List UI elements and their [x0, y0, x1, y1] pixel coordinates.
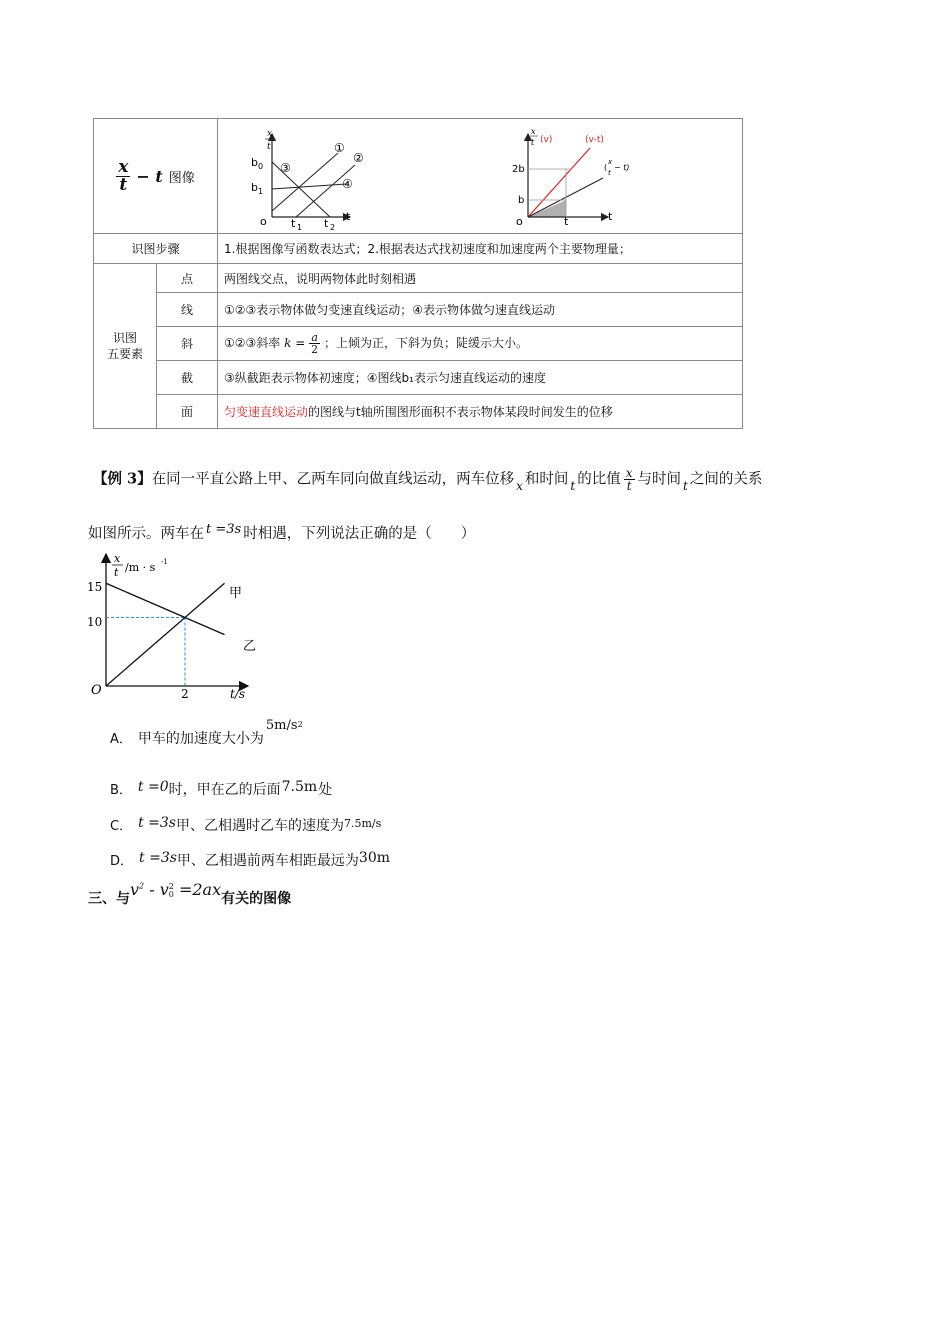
question-chart — [80, 548, 280, 708]
g1-t1: t — [291, 216, 296, 230]
g1-t1-sub: 1 — [297, 222, 303, 232]
label-rest: − t — [136, 166, 163, 186]
knowledge-table — [93, 118, 743, 429]
row-text-intercept: ③纵截距表示物体初速度；④图线b₁表示匀速直线运动的速度 — [218, 361, 743, 395]
chart-yunit: /m · s — [125, 561, 156, 574]
five-elements-label — [94, 264, 157, 429]
g1-ylabel-num: x — [267, 128, 273, 139]
chart-yunit-sup: -1 — [161, 558, 168, 566]
series-line-yi — [106, 583, 225, 634]
row-text-point: 两图线交点，说明两物体此时刻相遇 — [218, 264, 743, 293]
chart-ytick-15: 15 — [87, 580, 103, 594]
section-heading: 三、与$v^2 - v2$ 0 =2ax有关的图像 — [88, 880, 292, 907]
g2-xt-pre: ( — [604, 162, 608, 172]
option-a[interactable]: A． 甲车的加速度大小为$5m/s^2$ — [110, 718, 303, 747]
option-b[interactable]: B． t =0时，甲在乙的后面7.5m处 — [110, 779, 333, 798]
row-key-intercept: 截 — [157, 361, 218, 395]
question-line-2: 如图所示。两车在 t =3s 时相遇，下列说法正确的是（ ） — [88, 522, 476, 542]
row-key-line: 线 — [157, 293, 218, 327]
steps-text: 1.根据图像写函数表达式；2.根据表达式找初速度和加速度两个主要物理量； — [218, 234, 743, 264]
row-text-slope: ①②③斜率 k = $\frac{a}{2}$ ；上倾为正，下斜为负；陡缓示大小。 — [218, 327, 743, 361]
g2-t: t — [564, 214, 569, 228]
g1-marker-2: ② — [353, 150, 364, 165]
row-key-point: 点 — [157, 264, 218, 293]
row-key-area: 面 — [157, 395, 218, 429]
graph-xt-four-lines — [218, 120, 738, 233]
five-label-2: 五要素 — [106, 347, 143, 361]
g1-b1: b — [251, 180, 258, 194]
chart-xtick-2: 2 — [181, 687, 189, 701]
g2-xt-post: − t) — [614, 162, 630, 172]
g1-marker-1: ① — [334, 140, 345, 155]
question-line-1: 【例 3】在同一平直公路上甲、乙两车同向做直线运动，两车位移 $_x$ 和时间 $_t$ 的比值 $\frac{x}{t}$ 与时间 $_t$ 之间的关系 — [93, 466, 763, 493]
five-label-1: 识图 — [112, 330, 137, 345]
line-4 — [272, 184, 346, 189]
question-tag: 【例 3】 — [93, 470, 152, 488]
chart-series-jia-label: 甲 — [229, 586, 243, 601]
g1-b0: b — [251, 155, 258, 169]
label-word: 图像 — [168, 170, 195, 186]
steps-label: 识图步骤 — [94, 234, 218, 264]
chart-xlabel: t/s — [230, 687, 246, 701]
g2-2b: 2b — [512, 163, 525, 175]
g1-taxis: t — [346, 209, 351, 223]
chart-ylabel-num: x — [114, 552, 121, 565]
row-label-xt-graph — [94, 119, 218, 234]
g1-origin: o — [260, 214, 267, 228]
frac-den: t — [119, 174, 128, 195]
g1-t2-sub: 2 — [330, 222, 336, 232]
g1-t2: t — [324, 216, 329, 230]
chart-ytick-10: 10 — [87, 615, 103, 629]
g2-origin: o — [516, 214, 523, 228]
row-key-slope: 斜 — [157, 327, 218, 361]
g2-ylabel-den: t — [531, 137, 535, 147]
g1-ylabel-den: t — [267, 141, 271, 152]
g1-b1-sub: 1 — [258, 186, 264, 196]
row-text-area: 匀变速直线运动的图线与t轴所围图形面积不表示物体某段时间发生的位移 — [218, 395, 743, 429]
option-d[interactable]: D． t =3s甲、乙相遇前两车相距最远为30m — [110, 850, 391, 869]
series-line-jia — [106, 583, 225, 686]
g1-b0-sub: 0 — [258, 161, 264, 171]
chart-origin: O — [91, 683, 102, 698]
g1-marker-3: ③ — [280, 160, 291, 175]
g2-vt-label: (v-t) — [585, 134, 604, 145]
row-text-line: ①②③表示物体做匀变速直线运动；④表示物体做匀速直线运动 — [218, 293, 743, 327]
graphs-cell — [218, 119, 743, 234]
g2-ylabel-num: x — [531, 126, 536, 136]
g2-taxis: t — [608, 209, 613, 223]
frac-num: x — [118, 156, 129, 177]
chart-ylabel-den: t — [114, 566, 119, 579]
g2-b: b — [518, 194, 525, 206]
g1-marker-4: ④ — [342, 176, 353, 191]
g2-v-label: (v) — [540, 134, 553, 145]
option-c[interactable]: C． t =3s甲、乙相遇时乙车的速度为$^{7.5m/s}$ — [110, 815, 382, 834]
chart-series-yi-label: 乙 — [243, 639, 257, 654]
g2-xt-den: t — [608, 168, 611, 177]
g2-xt-num: x — [608, 157, 613, 166]
